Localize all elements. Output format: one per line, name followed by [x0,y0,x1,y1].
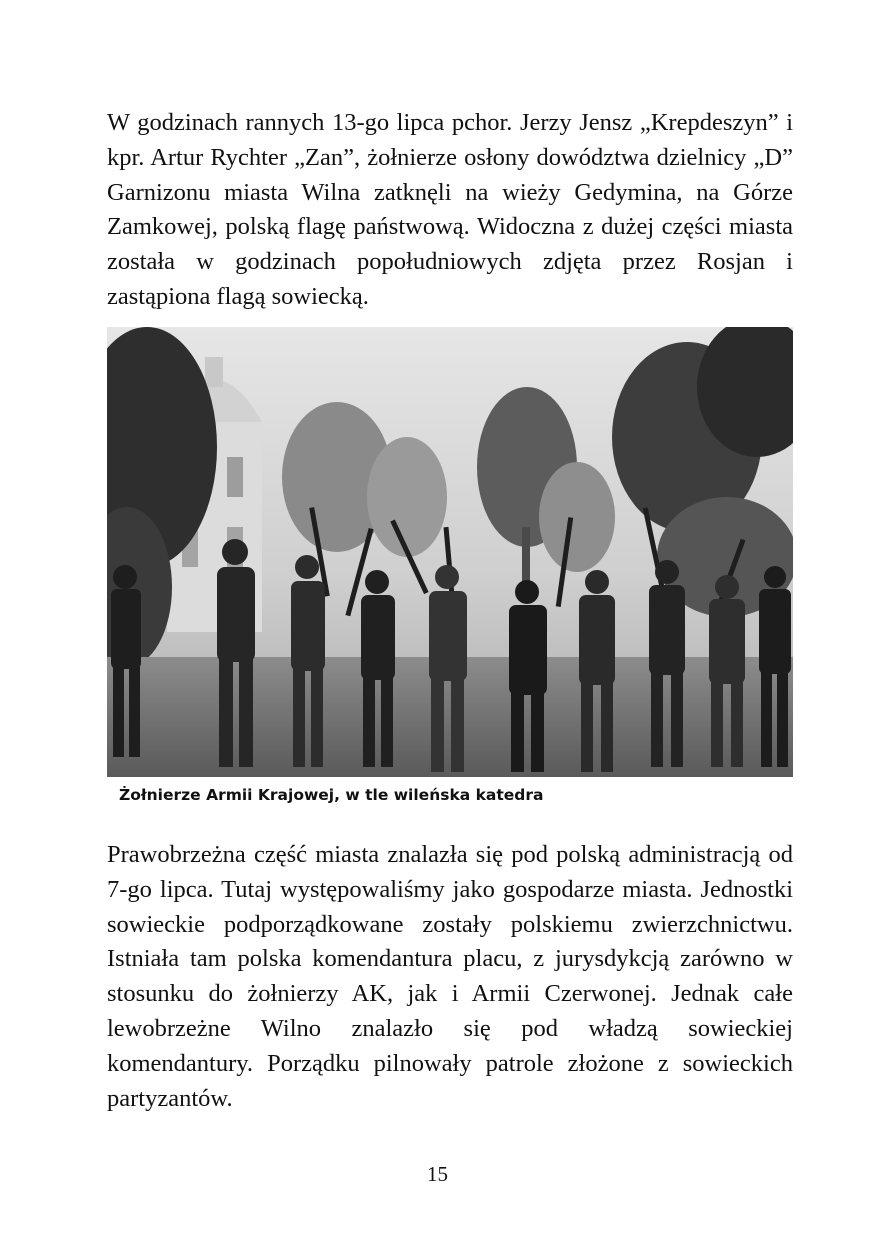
paragraph-right-bank-administration: Prawobrzeżna część miasta znalazła się pod polską administracją od 7-go lipca. Tutaj występowaliśmy jako gospodarze miasta. Jednostki sowieckie podporządkowane zostały polskiemu zwierzchnictwu. Istniała tam polska komendantura placu, z jurysdykcją zarówno w stosunku do żołnierzy AK, jak i Armii Czerwonej. Jednak całe lewobrzeżne Wilno znalazło się pod władzą sowieckiej komendantury. Porządku pilnowały patrole złożone z sowieckich partyzantów. [107,841,793,1112]
photo-illustration [107,327,793,777]
page-number: 15 [427,1162,448,1186]
photo-home-army-soldiers [107,327,793,777]
paragraph-flag-on-tower: W godzinach rannych 13-go lipca pchor. Jerzy Jensz „Krepdeszyn” i kpr. Artur Rychter „Zan”, żołnierze osłony dowództwa dzielnicy „D” Garnizonu miasta Wilna zatknęli na wieży Gedymina, na Górze Zamkowej, polską flagę państwową. Widoczna z dużej części miasta została w godzinach popołudniowych zdjęta przez Rosjan i zastąpiona flagą sowiecką. [107,109,793,310]
photo-caption: Żołnierze Armii Krajowej, w tle wileńska katedra [119,786,544,804]
